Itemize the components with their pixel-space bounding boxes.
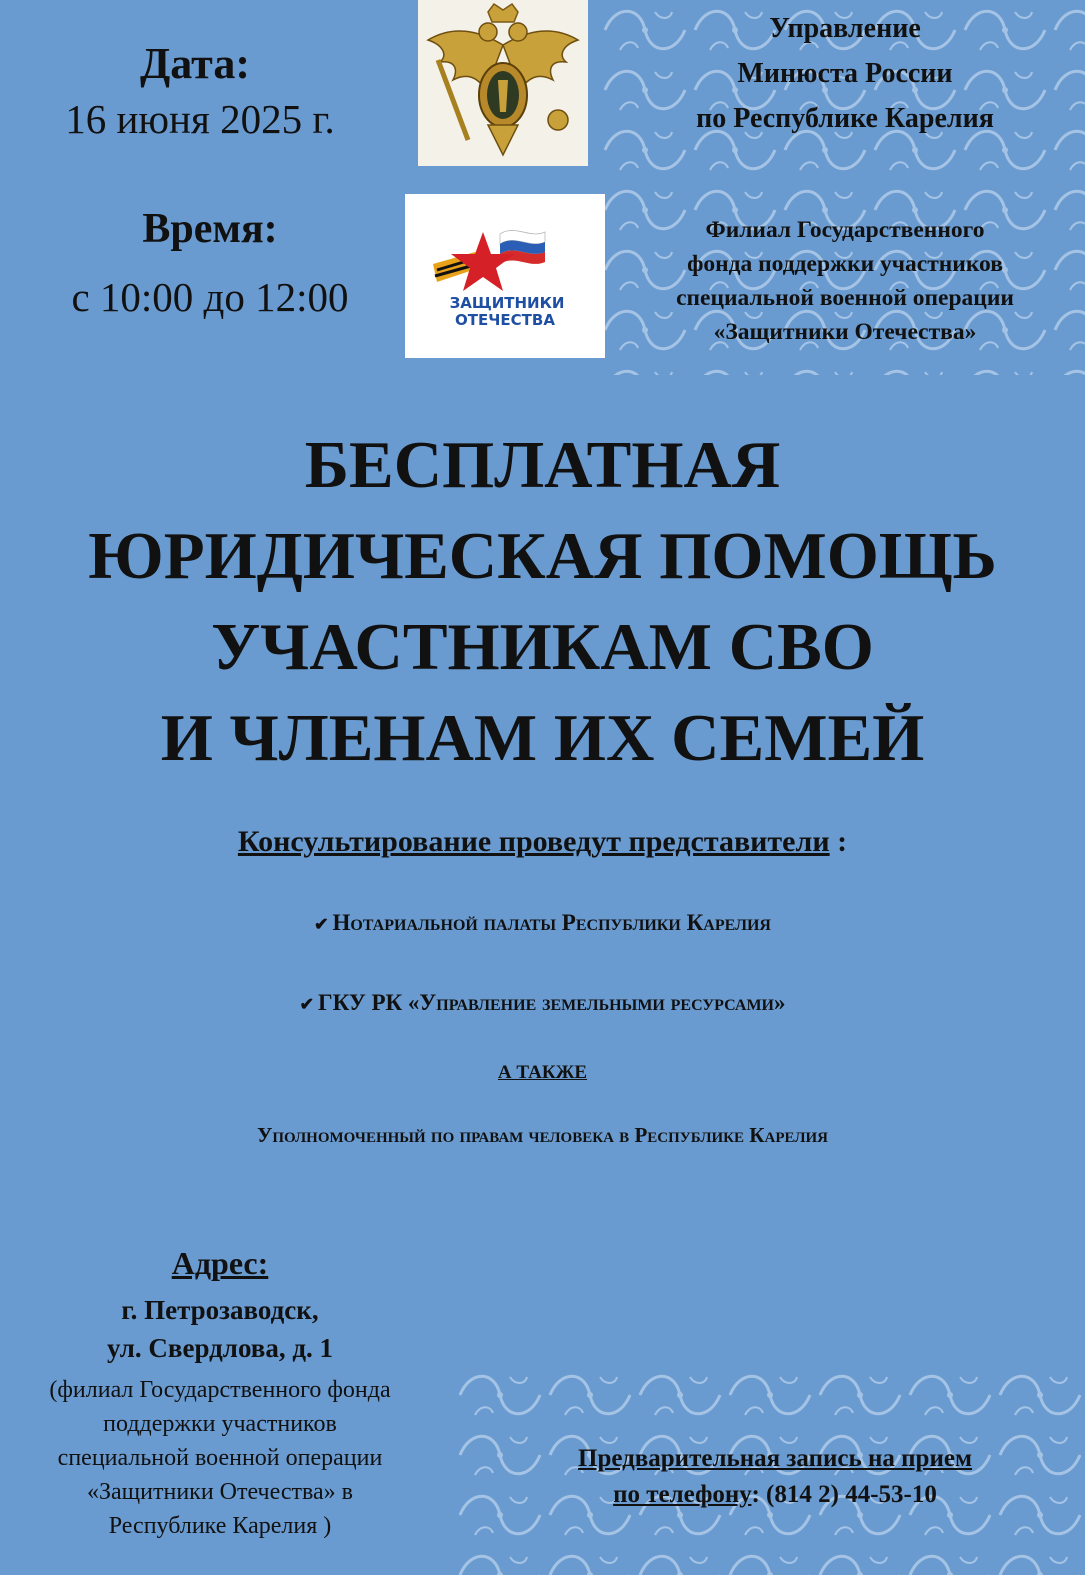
consult-heading: [0, 825, 1085, 859]
date-label: Дата:: [140, 39, 250, 88]
time-label: Время:: [142, 206, 278, 252]
address-note-line5: Республике Карелия ): [108, 1513, 332, 1539]
org-fund-line1: Филиал Государственного: [705, 217, 985, 243]
star-ribbon-icon: [405, 194, 605, 358]
consult-title: Консультирование проведут представители: [237, 825, 830, 858]
org-fund-line3: специальной военной операции: [676, 285, 1014, 311]
address-note-line4: «Защитники Отечества» в: [86, 1479, 353, 1505]
org-fund-line2: фонда поддержки участников: [687, 251, 1003, 277]
org-fund-line4: «Защитники Отечества»: [713, 319, 977, 345]
org-ministry: [620, 6, 1070, 141]
date-value: 16 июня 2025 г.: [65, 96, 335, 142]
ministry-emblem: [418, 0, 588, 166]
address-note-line1: (филиал Государственного фонда: [49, 1377, 391, 1403]
checkmark-icon: ✔: [314, 915, 329, 934]
headline: [0, 420, 1085, 784]
signup-info: [495, 1441, 1055, 1513]
signup-phone-number: (814 2) 44-53-10: [766, 1481, 937, 1508]
headline-line2: ЮРИДИЧЕСКАЯ ПОМОЩЬ: [88, 519, 997, 593]
logo-text-line1: ЗАЩИТНИКИ: [449, 294, 565, 312]
double-headed-eagle-icon: [418, 0, 588, 166]
org-ministry-line1: Управление: [769, 13, 921, 44]
address-label: Адрес:: [171, 1245, 269, 1281]
address-note: [5, 1373, 435, 1543]
headline-line3: УЧАСТНИКАМ СВО: [211, 610, 874, 684]
headline-line4: И ЧЛЕНАМ ИХ СЕМЕЙ: [160, 701, 925, 775]
also-label: А ТАКЖЕ: [497, 1062, 588, 1083]
signup-separator: :: [751, 1481, 767, 1508]
org-ministry-line3: по Республике Карелия: [696, 103, 994, 134]
signup-line1: Предварительная запись на прием: [578, 1445, 972, 1472]
address-note-line3: специальной военной операции: [57, 1445, 383, 1471]
address-city: г. Петрозаводск,: [121, 1295, 319, 1325]
org-fund: [615, 213, 1075, 349]
logo-text-line2: ОТЕЧЕСТВА: [455, 311, 555, 329]
consult-colon: :: [829, 825, 848, 858]
signup-line2: [495, 1477, 1055, 1513]
address-note-line2: поддержки участников: [103, 1411, 337, 1437]
time-value: с 10:00 до 12:00: [71, 274, 349, 320]
defenders-of-fatherland-logo: [405, 194, 605, 358]
representative-label: ГКУ РК «Управление земельными ресурсами»: [317, 990, 786, 1015]
representative-item: [0, 910, 1085, 936]
headline-line1: БЕСПЛАТНАЯ: [304, 428, 781, 502]
representative-label: Нотариальной палаты Республики Карелия: [332, 910, 771, 935]
representative-item: [0, 990, 1085, 1016]
checkmark-icon: ✔: [299, 995, 314, 1014]
org-ministry-line2: Минюста России: [737, 58, 953, 89]
signup-phone-label: по телефону: [613, 1481, 752, 1508]
ombudsman-label: Уполномоченный по правам человека в Республике Карелия: [256, 1123, 829, 1147]
address-street: ул. Свердлова, д. 1: [106, 1333, 334, 1363]
